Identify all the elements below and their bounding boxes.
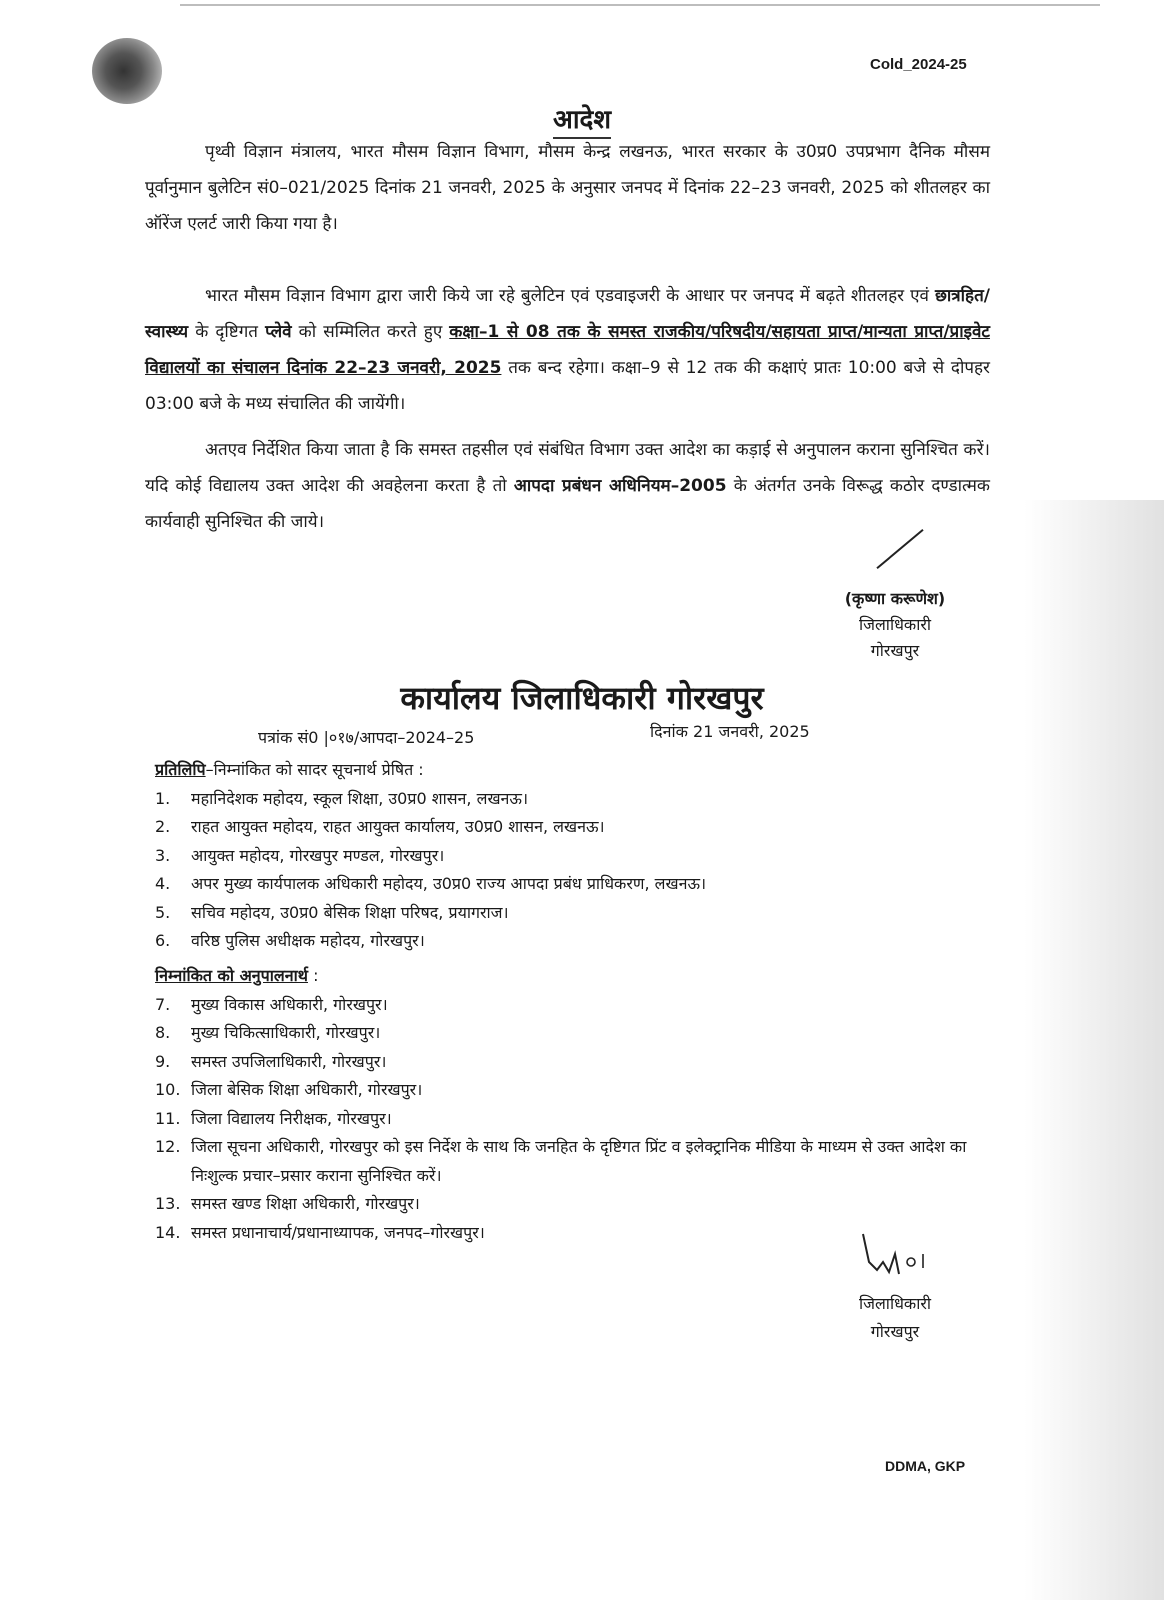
list-item-number: 12. bbox=[155, 1137, 181, 1156]
list-item-text: समस्त खण्ड शिक्षा अधिकारी, गोरखपुर। bbox=[191, 1194, 420, 1213]
list-item-number: 6. bbox=[155, 931, 171, 950]
signatory-2-place: गोरखपुर bbox=[870, 1322, 920, 1341]
list-item bbox=[155, 927, 995, 956]
list-item-text: अपर मुख्य कार्यपालक अधिकारी महोदय, उ0प्र0 राज्य आपदा प्रबंध प्राधिकरण, लखनऊ। bbox=[191, 874, 707, 893]
list-item-number: 9. bbox=[155, 1051, 171, 1071]
list-item bbox=[155, 991, 995, 1020]
list-item-text: समस्त प्रधानाचार्य/प्रधानाध्यापक, जनपद–गोरखपुर। bbox=[191, 1222, 485, 1242]
letter-date: दिनांक 21 जनवरी, 2025 bbox=[650, 722, 810, 741]
list-item-text: राहत आयुक्त महोदय, राहत आयुक्त कार्यालय, उ0प्र0 शासन, लखनऊ। bbox=[191, 817, 605, 836]
paragraph-3 bbox=[145, 432, 990, 540]
copy-to-heading-rest: –निम्नांकित को सादर सूचनार्थ प्रेषित : bbox=[205, 760, 424, 779]
list-item-text: मुख्य विकास अधिकारी, गोरखपुर। bbox=[191, 994, 388, 1014]
list-item bbox=[155, 785, 995, 814]
list-item-number: 5. bbox=[155, 902, 171, 922]
list-item-text: आयुक्त महोदय, गोरखपुर मण्डल, गोरखपुर। bbox=[191, 845, 445, 865]
list-item bbox=[155, 1076, 995, 1105]
reference-code: Cold_2024-25 bbox=[870, 56, 967, 73]
list-item bbox=[155, 1133, 995, 1190]
government-seal-icon bbox=[92, 38, 162, 104]
compliance-heading-colon: : bbox=[308, 966, 319, 985]
list-item-number: 10. bbox=[155, 1080, 181, 1099]
list-item-text: सचिव महोदय, उ0प्र0 बेसिक शिक्षा परिषद, प्रयागराज। bbox=[191, 902, 509, 922]
signatory-2-designation: जिलाधिकारी bbox=[858, 1294, 932, 1313]
list-item-number: 13. bbox=[155, 1194, 181, 1213]
copy-to-heading-bold: प्रतिलिपि bbox=[155, 760, 206, 779]
paragraph-3-part-b: के अंतर्गत उनके विरूद्ध कठोर दण्डात्मक कार्यवाही सुनिश्चित की जाये। bbox=[145, 476, 990, 532]
paragraph-2-bold-b: प्लेवे bbox=[265, 322, 292, 342]
paragraph-3-part-a: अतएव निर्देशित किया जाता है कि समस्त तहसील एवं संबंधित विभाग उक्त आदेश का कड़ाई से अनुपालन कराना सुनिश्चित करें। यदि कोई विद्यालय उक्त आदेश की अवहेलना करता है तो bbox=[145, 440, 990, 496]
signature-block-1 bbox=[815, 586, 975, 664]
signatory-place: गोरखपुर bbox=[870, 641, 920, 660]
list-item-number: 4. bbox=[155, 874, 171, 893]
list-item-number: 11. bbox=[155, 1108, 181, 1128]
list-item bbox=[155, 1048, 995, 1077]
footer-code: DDMA, GKP bbox=[885, 1458, 966, 1474]
paragraph-1-text: पृथ्वी विज्ञान मंत्रालय, भारत मौसम विज्ञान विभाग, मौसम केन्द्र लखनऊ, भारत सरकार के उ0प्र0 उपप्रभाग दैनिक मौसम पूर्वानुमान बुलेटिन सं0–021/2025 दिनांक 21 जनवरी, 2025 के अनुसार जनपद में दिनांक 22–23 जनवरी, 2025 को शीतलहर का ऑरेंज एलर्ट जारी किया गया है। bbox=[145, 142, 990, 234]
signatory-name: (कृष्णा करूणेश) bbox=[844, 589, 946, 608]
list-item-number: 8. bbox=[155, 1023, 171, 1042]
signatory-designation: जिलाधिकारी bbox=[858, 615, 932, 634]
paragraph-2 bbox=[145, 278, 990, 422]
list-item-text: वरिष्ठ पुलिस अधीक्षक महोदय, गोरखपुर। bbox=[191, 931, 425, 950]
paragraph-2-part-a: भारत मौसम विज्ञान विभाग द्वारा जारी किये जा रहे बुलेटिन एवं एडवाइजरी के आधार पर जनपद में बढ़ते शीतलहर एवं bbox=[205, 286, 935, 306]
order-title bbox=[0, 100, 1164, 136]
office-heading: कार्यालय जिलाधिकारी गोरखपुर bbox=[400, 679, 764, 717]
scan-shadow bbox=[1024, 500, 1164, 1600]
list-item bbox=[155, 1019, 995, 1048]
list-item-number: 14. bbox=[155, 1222, 181, 1242]
list-item-text: मुख्य चिकित्साधिकारी, गोरखपुर। bbox=[191, 1023, 381, 1042]
compliance-heading-text: निम्नांकित को अनुपालनार्थ bbox=[155, 966, 308, 985]
paragraph-2-part-d: तक बन्द रहेगा। कक्षा–9 से 12 तक की कक्षाएं प्रातः 10:00 बजे से दोपहर 03:00 बजे के मध्य संचालित की जायेंगी। bbox=[145, 358, 990, 414]
paragraph-2-part-c: को सम्मिलित करते हुए bbox=[291, 322, 450, 342]
signature-scrawl-icon bbox=[855, 1232, 945, 1287]
list-item-number: 7. bbox=[155, 994, 171, 1014]
list-item bbox=[155, 813, 995, 842]
letter-number: पत्रांक सं0 |०१७/आपदा–2024–25 bbox=[258, 728, 475, 747]
paragraph-1 bbox=[145, 134, 990, 242]
signature-block-2 bbox=[830, 1290, 960, 1346]
copy-to-list bbox=[155, 756, 995, 956]
paragraph-2-part-b: के दृष्टिगत bbox=[188, 322, 266, 342]
compliance-list bbox=[155, 962, 995, 1247]
paragraph-2-bold-a: छात्रहित/स्वास्थ्य bbox=[145, 286, 990, 342]
list-item bbox=[155, 870, 995, 899]
list-item-number: 3. bbox=[155, 845, 171, 865]
compliance-heading bbox=[155, 962, 995, 991]
list-item bbox=[155, 842, 995, 871]
list-item bbox=[155, 899, 995, 928]
paragraph-2-bold-c: कक्षा–1 से 08 तक के समस्त राजकीय/परिषदीय/सहायता प्राप्त/मान्यता प्राप्त/प्राइवेट विद्यालयों का संचालन दिनांक 22–23 जनवरी, 2025 bbox=[145, 322, 990, 378]
list-item-text: महानिदेशक महोदय, स्कूल शिक्षा, उ0प्र0 शासन, लखनऊ। bbox=[191, 788, 529, 808]
list-item bbox=[155, 1105, 995, 1134]
list-item bbox=[155, 1190, 995, 1219]
list-item-text: जिला विद्यालय निरीक्षक, गोरखपुर। bbox=[191, 1108, 392, 1128]
order-title-text: आदेश bbox=[553, 105, 611, 139]
paragraph-3-bold-a: आपदा प्रबंधन अधिनियम–2005 bbox=[513, 476, 727, 496]
list-item-text: जिला बेसिक शिक्षा अधिकारी, गोरखपुर। bbox=[191, 1080, 423, 1099]
copy-to-heading bbox=[155, 756, 995, 785]
list-item-text: जिला सूचना अधिकारी, गोरखपुर को इस निर्देश के साथ कि जनहित के दृष्टिगत प्रिंट व इलेक्ट्रानिक मीडिया के माध्यम से उक्त आदेश का निःशुल्क प्रचार–प्रसार कराना सुनिश्चित करें। bbox=[191, 1137, 967, 1185]
list-item-number: 1. bbox=[155, 788, 171, 808]
list-item-number: 2. bbox=[155, 817, 171, 836]
scan-edge-line bbox=[180, 4, 1100, 6]
list-item-text: समस्त उपजिलाधिकारी, गोरखपुर। bbox=[191, 1051, 387, 1071]
